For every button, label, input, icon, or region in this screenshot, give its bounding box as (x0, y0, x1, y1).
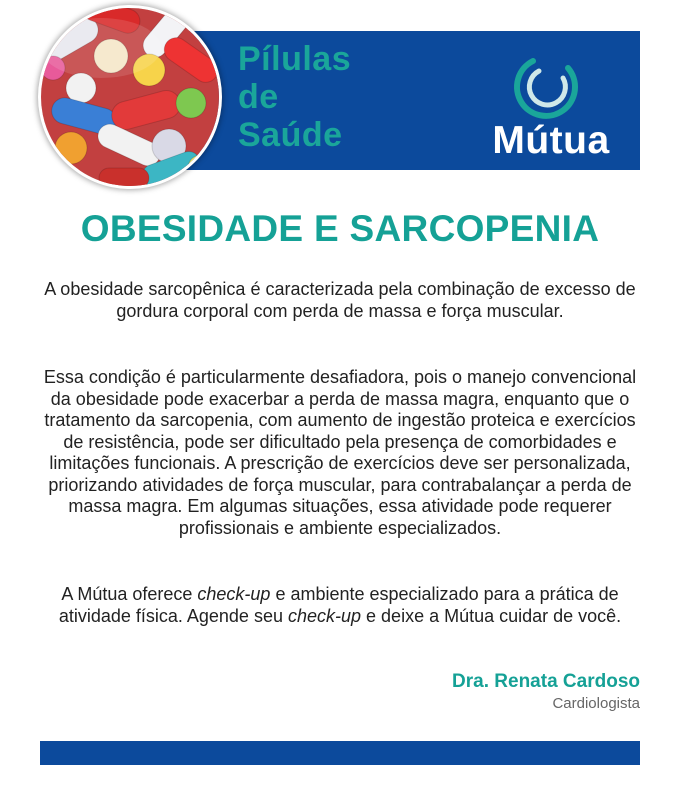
mutua-logo-icon (512, 52, 582, 122)
brand-name: Mútua (492, 119, 610, 162)
paragraph-3-text-3: e deixe a Mútua cuidar de você. (361, 605, 622, 626)
banner-title (238, 40, 351, 154)
banner-title-line-3: Saúde (238, 116, 343, 154)
author-role: Cardiologista (552, 695, 640, 712)
paragraph-3-text-1: A Mútua oferece (61, 584, 198, 604)
author-name: Dra. Renata Cardoso (452, 671, 640, 692)
paragraph-3 (36, 584, 644, 627)
footer-bar (40, 741, 640, 765)
banner-title-line-2: de (238, 78, 279, 116)
paragraph-2: Essa condição é particularmente desafiadora, pois o manejo convencional da obesidade pode exacerbar a perda de massa magra, enquanto que o tratamento da sarcopenia, com aumento de ingestão proteica e exercícios de resistência, pode ser dificultado pela presença de comorbidades e limitações funcionais. A prescrição de exercícios deve ser personalizada, priorizando atividades de força muscular, para contrabalançar a perda de massa magra. Em algumas situações, essa atividade pode requerer profissionais e ambiente especializados. (43, 367, 637, 538)
checkup-emphasis-1: check-up (197, 584, 271, 604)
paragraph-1: A obesidade sarcopênica é caracterizada pela combinação de excesso de gordura corporal com perda de massa e força muscular. (44, 279, 636, 321)
pills-photo (41, 8, 219, 186)
checkup-emphasis-2: check-up (287, 605, 362, 626)
banner-title-line-1: Pílulas (238, 40, 352, 78)
paragraph-3-text-2: e ambiente especializado para a prática de atividade física. Agende seu (58, 584, 619, 626)
article-heading: OBESIDADE E SARCOPENIA (80, 208, 600, 249)
pills-photo-icon (41, 8, 219, 186)
